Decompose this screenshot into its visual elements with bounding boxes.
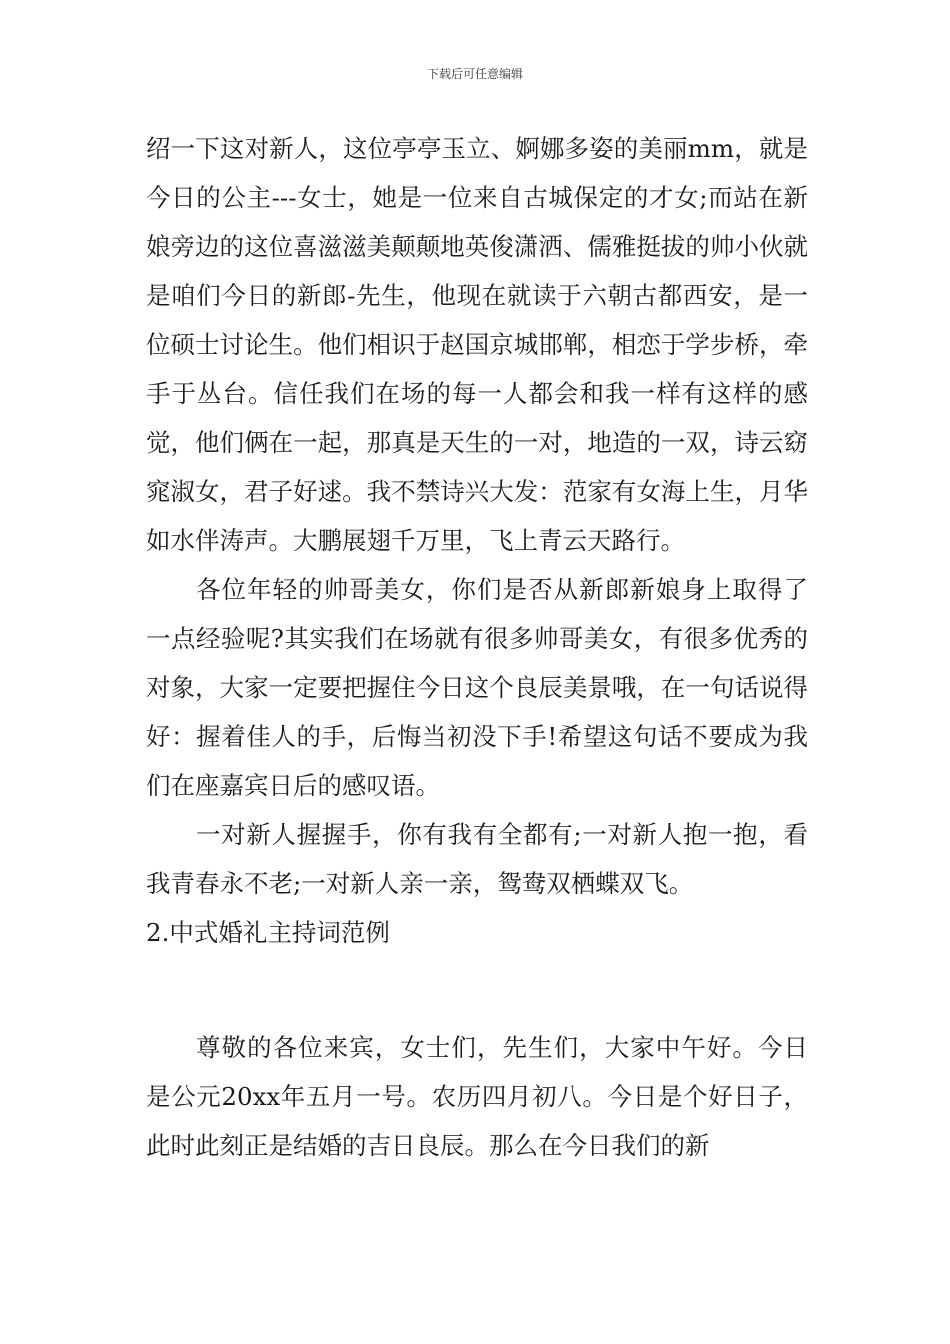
section-heading: 2.中式婚礼主持词范例 [146, 918, 390, 947]
document-body [146, 124, 808, 1170]
body-paragraph-3: 一对新人握握手，你有我有全都有;一对新人抱一抱，看我青春永不老;一对新人亲一亲，鸳鸯双栖蝶双飞。 [146, 820, 808, 898]
section-spacer [146, 957, 808, 1023]
body-paragraph-1: 绍一下这对新人，这位亭亭玉立、婀娜多姿的美丽mm，就是今日的公主---女士，她是一位来自古城保定的才女;而站在新娘旁边的这位喜滋滋美颠颠地英俊潇洒、儒雅挺拔的帅小伙就是咱们今日的新郎-先生，他现在就读于六朝古都西安，是一位硕士讨论生。他们相识于赵国京城邯郸，相恋于学步桥，牵手于丛台。信任我们在场的每一人都会和我一样有这样的感觉，他们俩在一起，那真是天生的一对，地造的一双，诗云窈窕淑女，君子好逑。我不禁诗兴大发：范家有女海上生，月华如水伴涛声。大鹏展翅千万里，飞上青云天路行。 [146, 134, 808, 555]
section-paragraph-1: 尊敬的各位来宾，女士们，先生们，大家中午好。今日是公元20xx年五月一号。农历四月初八。今日是个好日子，此时此刻正是结婚的吉日良辰。那么在今日我们的新 [146, 1033, 808, 1160]
page-header: 下载后可任意编辑 [426, 67, 523, 81]
body-paragraph-2: 各位年轻的帅哥美女，你们是否从新郎新娘身上取得了一点经验呢?其实我们在场就有很多帅哥美女，有很多优秀的对象，大家一定要把握住今日这个良辰美景哦，在一句话说得好：握着佳人的手，后悔当初没下手!希望这句话不要成为我们在座嘉宾日后的感叹语。 [146, 575, 808, 800]
